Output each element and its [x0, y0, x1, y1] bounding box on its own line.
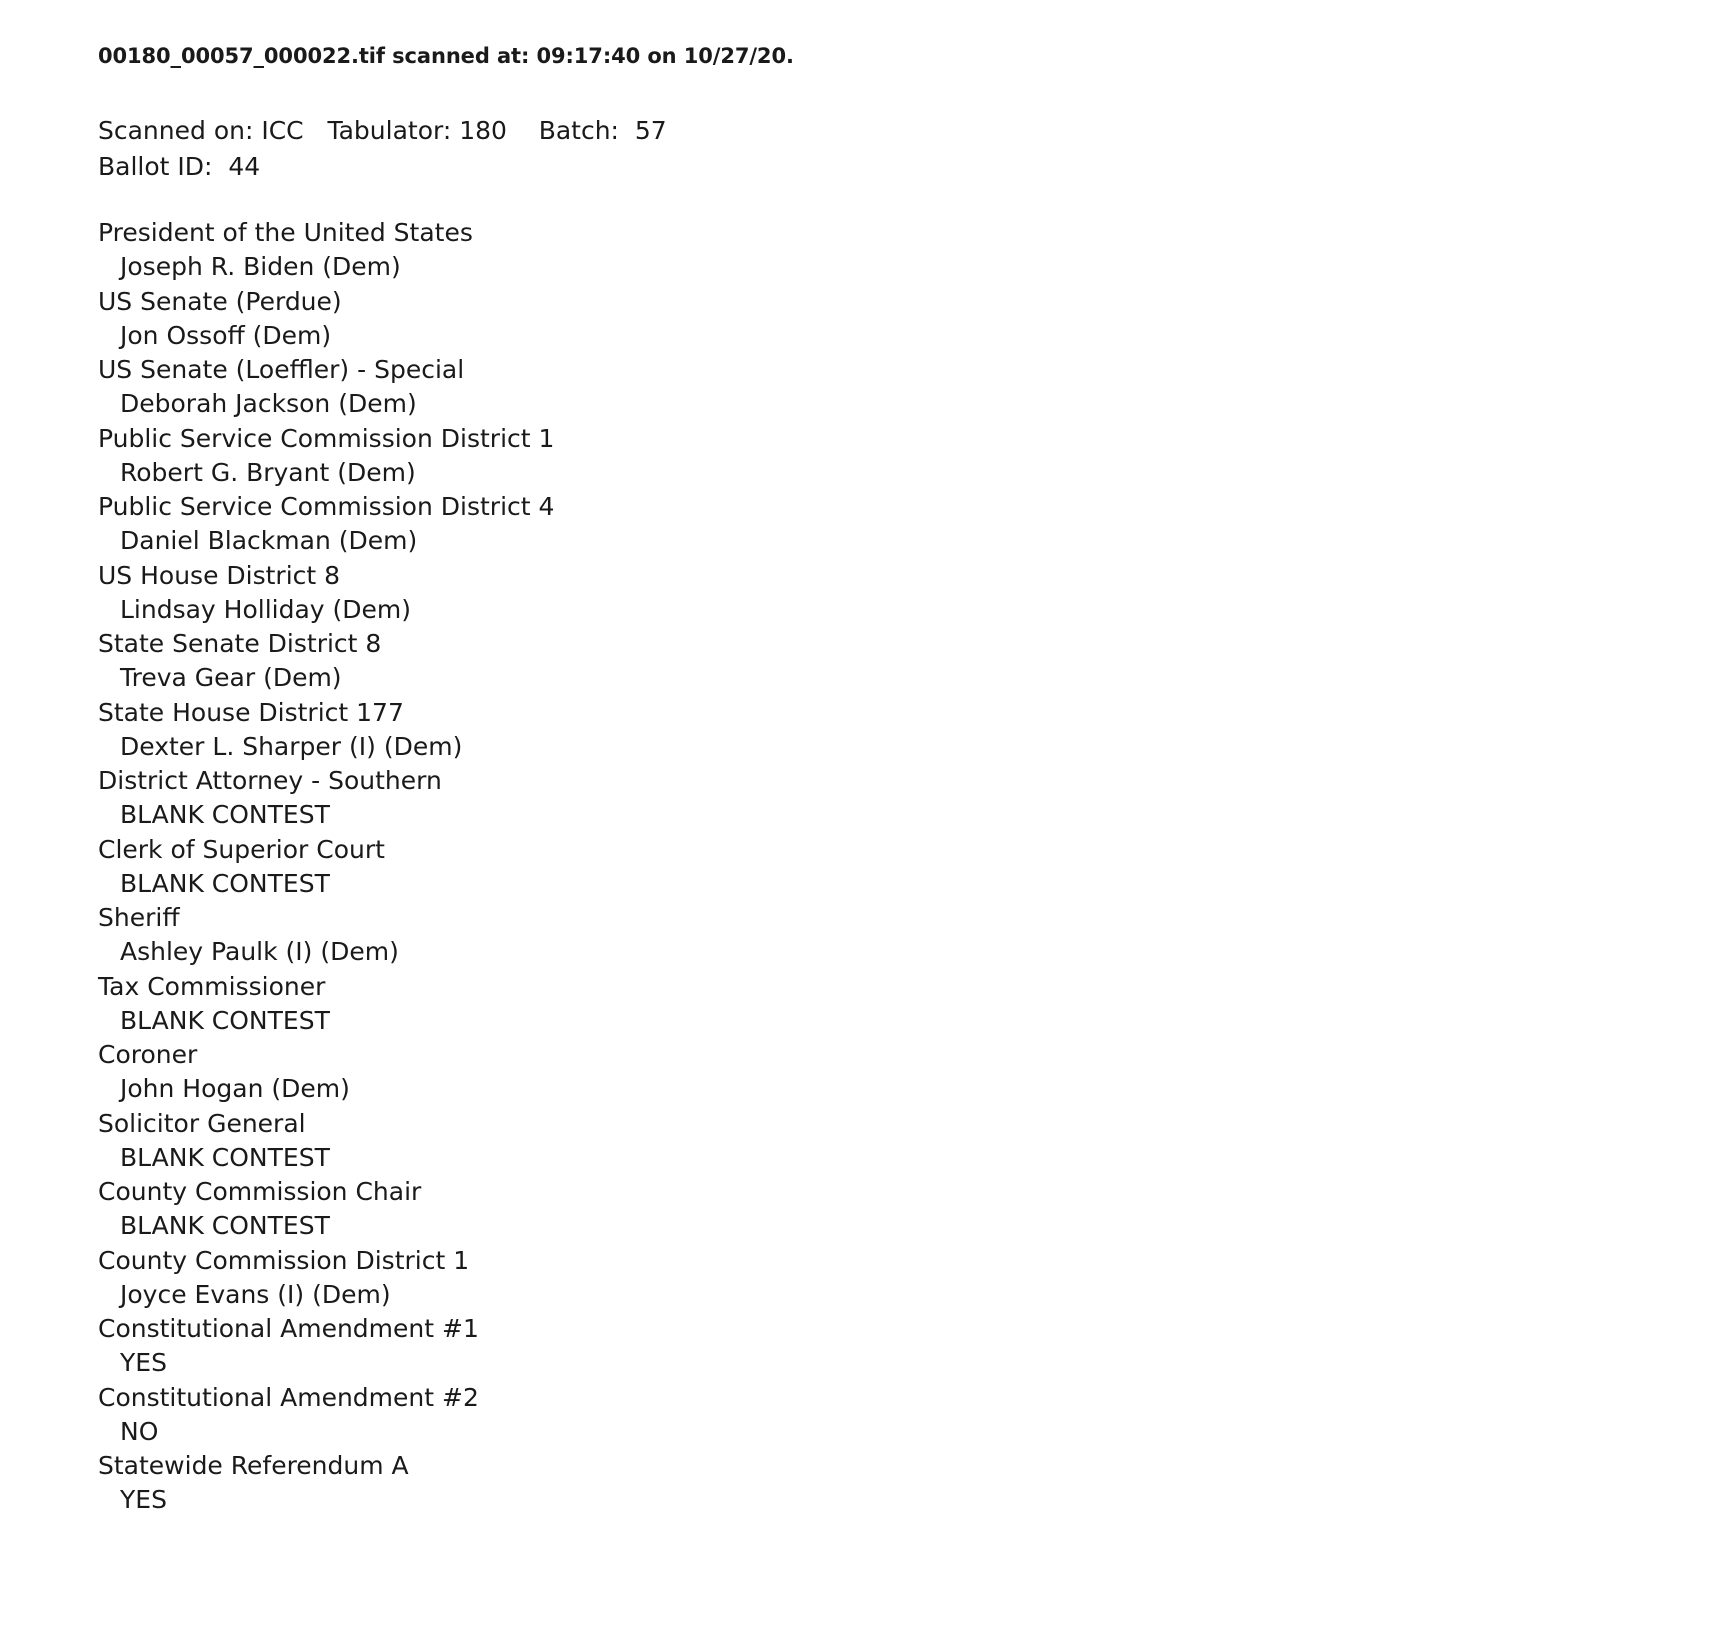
contest-item	[98, 490, 1709, 559]
contest-item	[98, 833, 1709, 902]
contest-choice: NO	[120, 1416, 159, 1446]
contest-choice: Dexter L. Sharper (I) (Dem)	[120, 731, 463, 761]
contest-title: Sheriff	[98, 903, 180, 933]
contest-title: State Senate District 8	[98, 629, 382, 659]
contest-choice: Treva Gear (Dem)	[120, 663, 342, 693]
contest-item	[98, 696, 1709, 765]
contest-item	[98, 216, 1709, 285]
contest-item	[98, 1107, 1709, 1176]
contest-title: County Commission District 1	[98, 1245, 470, 1275]
contest-item	[98, 1244, 1709, 1313]
contest-choice: Jon Ossoff (Dem)	[120, 320, 332, 350]
contest-item	[98, 970, 1709, 1039]
contest-title: Solicitor General	[98, 1108, 306, 1138]
contest-item	[98, 1312, 1709, 1381]
contest-choice: John Hogan (Dem)	[120, 1074, 350, 1104]
contest-choice: Ashley Paulk (I) (Dem)	[120, 937, 399, 967]
contest-title: US House District 8	[98, 560, 341, 590]
contest-choice: BLANK CONTEST	[120, 1142, 330, 1172]
contest-title: District Attorney - Southern	[98, 766, 442, 796]
contest-choice: BLANK CONTEST	[120, 1211, 330, 1241]
contest-choice: Joyce Evans (I) (Dem)	[120, 1279, 391, 1309]
scan-metadata	[98, 113, 1709, 184]
contest-title: County Commission Chair	[98, 1177, 422, 1207]
contest-choice: Deborah Jackson (Dem)	[120, 389, 417, 419]
contest-item	[98, 559, 1709, 628]
contest-choice: BLANK CONTEST	[120, 868, 330, 898]
contest-title: Constitutional Amendment #2	[98, 1382, 479, 1412]
contest-item	[98, 1038, 1709, 1107]
contest-item	[98, 901, 1709, 970]
scan-metadata-line-ballot-id: Ballot ID: 44	[98, 151, 261, 181]
contest-item	[98, 285, 1709, 354]
contest-title: Constitutional Amendment #1	[98, 1314, 479, 1344]
contest-title: Coroner	[98, 1040, 198, 1070]
contest-choice: Lindsay Holliday (Dem)	[120, 594, 412, 624]
contest-item	[98, 1381, 1709, 1450]
contest-title: Tax Commissioner	[98, 971, 326, 1001]
contest-item	[98, 422, 1709, 491]
contest-list	[98, 216, 1709, 1518]
contest-title: Public Service Commission District 4	[98, 492, 555, 522]
contest-choice: Daniel Blackman (Dem)	[120, 526, 418, 556]
contest-choice: YES	[120, 1348, 167, 1378]
contest-title: Statewide Referendum A	[98, 1451, 409, 1481]
contest-item	[98, 764, 1709, 833]
contest-choice: Joseph R. Biden (Dem)	[120, 252, 401, 282]
contest-title: State House District 177	[98, 697, 404, 727]
contest-item	[98, 1449, 1709, 1518]
contest-title: US Senate (Loeffler) - Special	[98, 355, 465, 385]
contest-choice: BLANK CONTEST	[120, 800, 330, 830]
contest-choice: Robert G. Bryant (Dem)	[120, 457, 416, 487]
contest-title: President of the United States	[98, 218, 473, 248]
contest-choice: YES	[120, 1485, 167, 1515]
scan-file-header: 00180_00057_000022.tif scanned at: 09:17:40 on 10/27/20.	[98, 44, 794, 68]
contest-item	[98, 353, 1709, 422]
contest-item	[98, 627, 1709, 696]
contest-item	[98, 1175, 1709, 1244]
contest-choice: BLANK CONTEST	[120, 1005, 330, 1035]
contest-title: Public Service Commission District 1	[98, 423, 555, 453]
contest-title: Clerk of Superior Court	[98, 834, 385, 864]
contest-title: US Senate (Perdue)	[98, 286, 342, 316]
scan-metadata-line-tabulator: Scanned on: ICC Tabulator: 180 Batch: 57	[98, 116, 667, 146]
